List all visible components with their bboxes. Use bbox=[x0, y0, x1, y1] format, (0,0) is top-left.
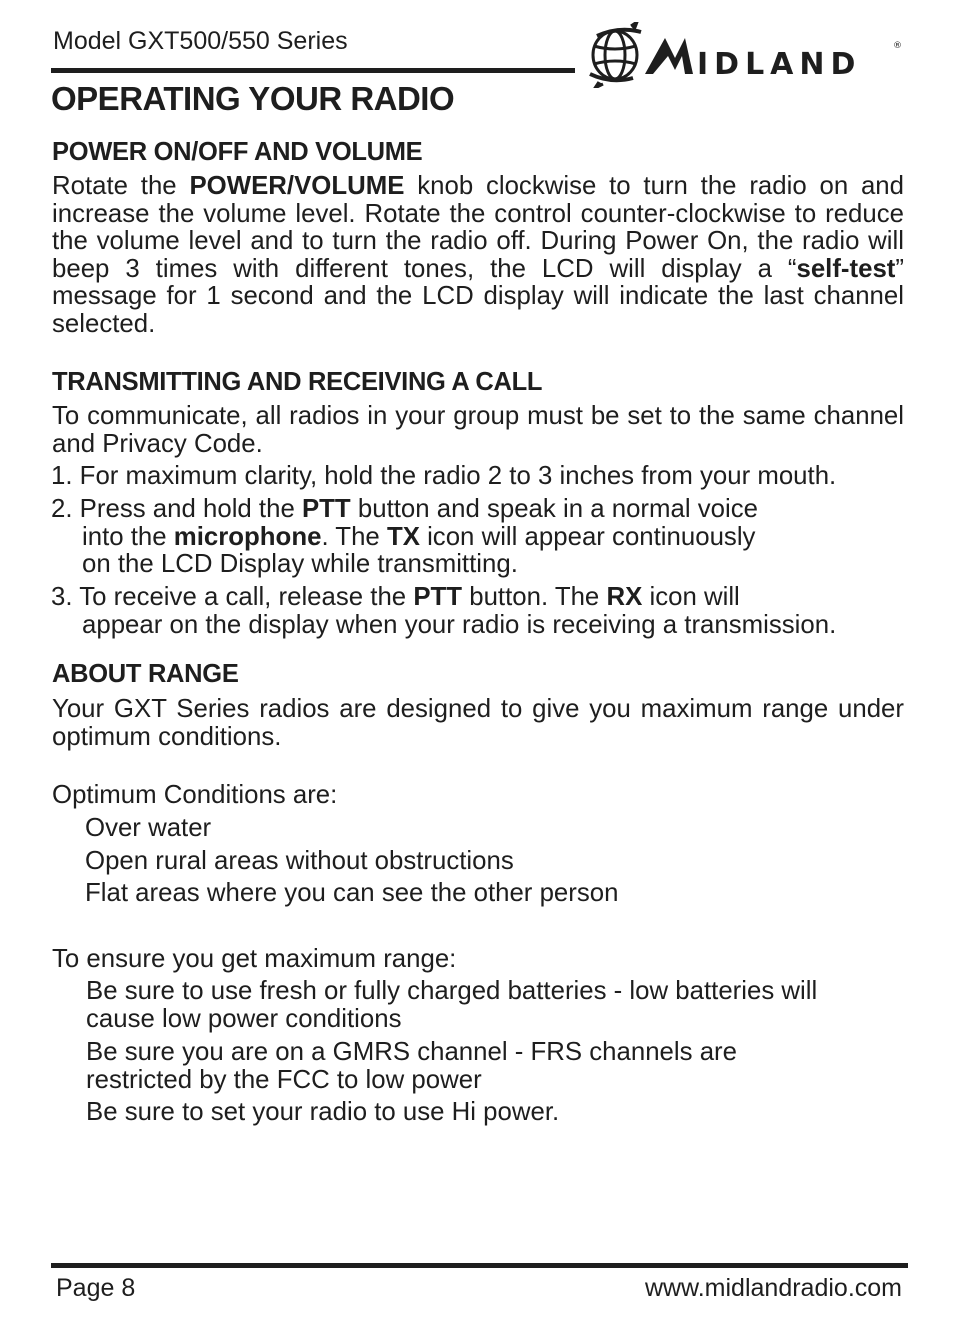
transmit-step-2-line-1: 2. Press and hold the PTT button and speak in a normal voice bbox=[51, 495, 758, 523]
registered-mark: ® bbox=[893, 41, 902, 51]
midland-logo bbox=[587, 22, 905, 88]
globe-icon bbox=[590, 22, 641, 88]
page-number: Page 8 bbox=[56, 1274, 136, 1302]
model-series-label: Model GXT500/550 Series bbox=[53, 27, 348, 55]
power-heading: POWER ON/OFF AND VOLUME bbox=[52, 138, 423, 166]
website-url: www.midlandradio.com bbox=[644, 1274, 902, 1302]
header-divider bbox=[51, 68, 575, 73]
optimum-item: Open rural areas without obstructions bbox=[85, 847, 514, 875]
transmit-heading: TRANSMITTING AND RECEIVING A CALL bbox=[52, 368, 543, 396]
ensure-item-1-line-1: Be sure to use fresh or fully charged batteries - low batteries will bbox=[86, 977, 818, 1005]
optimum-item: Over water bbox=[85, 814, 212, 842]
transmit-intro: To communicate, all radios in your group must be set to the same channel and Privacy Code. bbox=[52, 402, 904, 458]
transmit-step-1: 1. For maximum clarity, hold the radio 2 to 3 inches from your mouth. bbox=[51, 462, 837, 490]
footer-divider bbox=[51, 1263, 908, 1268]
ensure-item-2-line-2: restricted by the FCC to low power bbox=[86, 1066, 482, 1094]
svg-text:IDLAND: IDLAND bbox=[697, 47, 862, 82]
ensure-item-2-line-1: Be sure you are on a GMRS channel - FRS channels are bbox=[86, 1038, 737, 1066]
range-heading: ABOUT RANGE bbox=[52, 660, 239, 688]
transmit-step-2-line-2: into the microphone. The TX icon will appear continuously bbox=[82, 523, 756, 551]
ensure-item-1-line-2: cause low power conditions bbox=[86, 1005, 402, 1033]
optimum-label: Optimum Conditions are: bbox=[52, 781, 338, 809]
transmit-step-2-line-3: on the LCD Display while transmitting. bbox=[82, 550, 518, 578]
optimum-item: Flat areas where you can see the other person bbox=[85, 879, 619, 907]
ensure-item-3: Be sure to set your radio to use Hi power. bbox=[86, 1098, 560, 1126]
power-paragraph: Rotate the POWER/VOLUME knob clockwise to turn the radio on and increase the volume level. Rotate the control counter-clockwise to reduce the volume level and to turn the radio off. During Power On, the radio will beep 3 times with different tones, the LCD will display a “self-test” message for 1 second and the LCD display will indicate the last channel selected. bbox=[52, 172, 904, 338]
transmit-step-3-line-1: 3. To receive a call, release the PTT button. The RX icon will bbox=[51, 583, 740, 611]
logo-m-shape bbox=[645, 38, 693, 74]
page-title: OPERATING YOUR RADIO bbox=[51, 80, 455, 117]
transmit-step-3-line-2: appear on the display when your radio is receiving a transmission. bbox=[82, 611, 837, 639]
ensure-label: To ensure you get maximum range: bbox=[52, 945, 457, 973]
range-intro: Your GXT Series radios are designed to give you maximum range under optimum conditions. bbox=[52, 695, 904, 751]
